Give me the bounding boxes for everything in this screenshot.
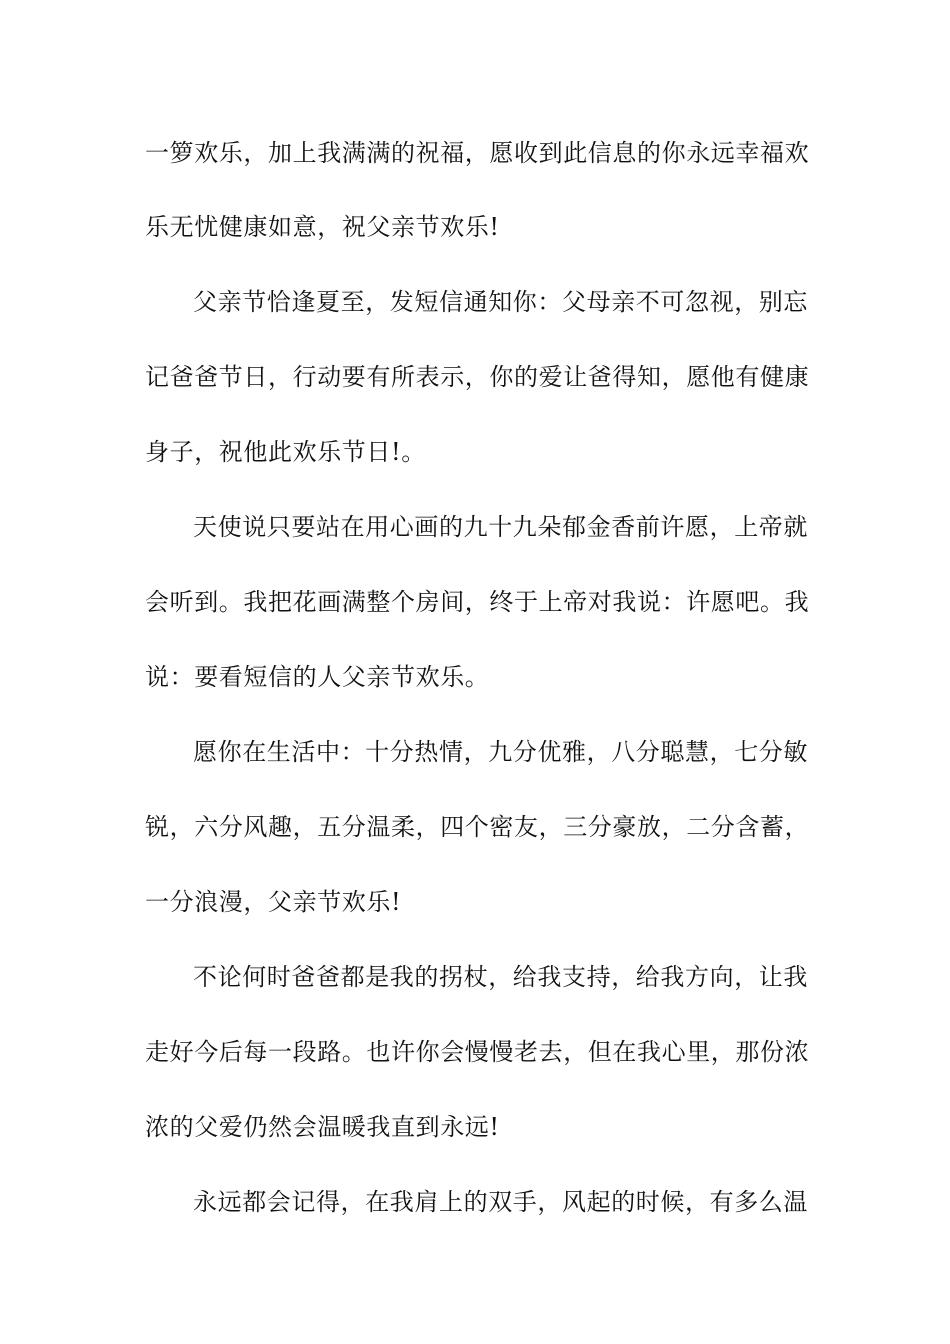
paragraph-1-line-2: 一箩欢乐，加上我满满的祝福，愿收到此信息的你永远幸福欢 xyxy=(145,139,810,167)
paragraph-1-line-3: 乐无忧健康如意，祝父亲节欢乐! xyxy=(145,213,500,241)
paragraph-4-line-2: 锐，六分风趣，五分温柔，四个密友，三分豪放，二分含蓄， xyxy=(145,813,810,841)
paragraph-3-line-1: 天使说只要站在用心画的九十九朵郁金香前许愿，上帝就 xyxy=(193,513,808,541)
paragraph-5-line-3: 浓的父爱仍然会温暖我直到永远! xyxy=(145,1113,500,1141)
paragraph-5-line-2: 走好今后每一段路。也许你会慢慢老去，但在我心里，那份浓 xyxy=(145,1038,810,1066)
paragraph-6-line-1: 永远都会记得，在我肩上的双手，风起的时候，有多么温 xyxy=(193,1188,808,1216)
paragraph-3-line-3: 说：要看短信的人父亲节欢乐。 xyxy=(145,663,490,691)
paragraph-2-line-3: 身子，祝他此欢乐节日!。 xyxy=(145,438,426,466)
paragraph-4-line-1: 愿你在生活中：十分热情，九分优雅，八分聪慧，七分敏 xyxy=(193,738,808,766)
paragraph-4-line-3: 一分浪漫，父亲节欢乐! xyxy=(145,888,402,916)
paragraph-2-line-2: 记爸爸节日，行动要有所表示，你的爱让爸得知，愿他有健康 xyxy=(145,363,810,391)
paragraph-3-line-2: 会听到。我把花画满整个房间，终于上帝对我说：许愿吧。我 xyxy=(145,588,810,616)
paragraph-5-line-1: 不论何时爸爸都是我的拐杖，给我支持，给我方向，让我 xyxy=(193,963,808,991)
paragraph-2-line-1: 父亲节恰逢夏至，发短信通知你：父母亲不可忽视，别忘 xyxy=(193,288,808,316)
